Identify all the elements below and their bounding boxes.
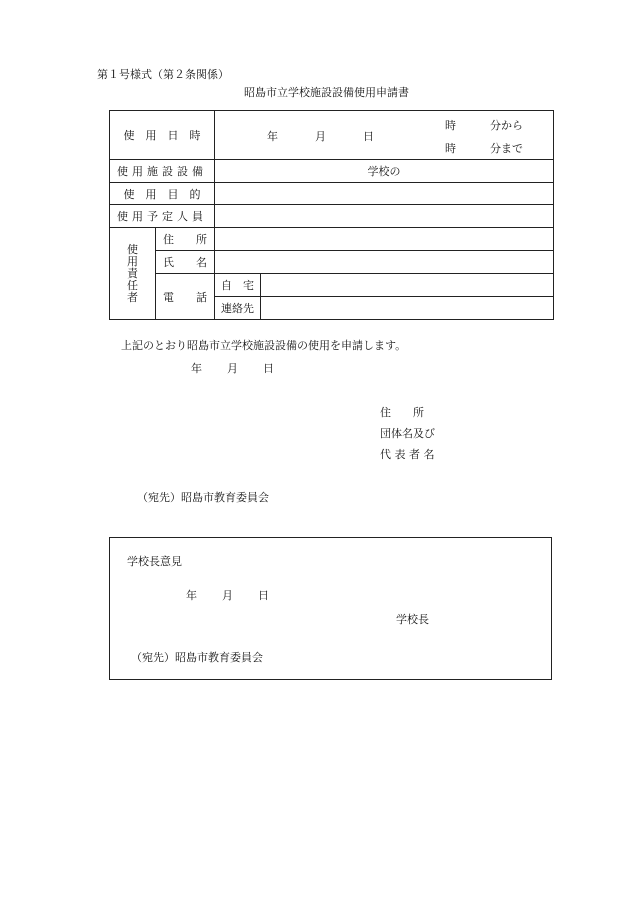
opinion-addressee: （宛先）昭島市教育委員会	[131, 651, 263, 664]
usage-year-label: 年	[267, 130, 278, 143]
purpose-row	[110, 183, 554, 205]
hour-to-label: 時	[445, 142, 456, 155]
declaration-text: 上記のとおり昭島市立学校施設設備の使用を申請します。	[121, 339, 407, 352]
minute-to-label: 分まで	[490, 142, 523, 155]
address-value[interactable]	[215, 228, 554, 251]
hour-from-label: 時	[445, 119, 456, 132]
responsible-char-4: 任	[127, 278, 138, 292]
responsible-char-2: 用	[127, 254, 138, 268]
address-row	[110, 228, 554, 251]
phone-home-row	[110, 274, 554, 297]
planned-users-label: 使用予定人員	[110, 205, 215, 228]
contact-label: 連絡先	[215, 297, 261, 320]
responsible-char-1: 使	[127, 242, 138, 256]
addressee: （宛先）昭島市教育委員会	[137, 491, 269, 504]
address-label: 住 所	[156, 228, 215, 251]
usage-datetime-label: 使 用 日 時	[110, 111, 215, 160]
applicant-address-label: 住 所	[380, 406, 424, 419]
home-phone-value[interactable]	[261, 274, 554, 297]
purpose-value[interactable]	[215, 183, 554, 205]
facility-value[interactable]: 学校の	[215, 160, 554, 183]
principal-opinion-box	[109, 537, 552, 680]
responsible-char-3: 責	[127, 266, 138, 280]
submission-month-label: 月	[227, 362, 238, 375]
purpose-label: 使 用 目 的	[110, 183, 215, 205]
applicant-representative-label: 代 表 者 名	[380, 448, 435, 461]
name-value[interactable]	[215, 251, 554, 274]
planned-users-row	[110, 205, 554, 228]
submission-day-label: 日	[263, 362, 274, 375]
contact-phone-value[interactable]	[261, 297, 554, 320]
application-table	[109, 110, 554, 320]
document-title: 昭島市立学校施設設備使用申請書	[244, 86, 409, 99]
principal-opinion-heading: 学校長意見	[127, 555, 182, 568]
responsible-person-label	[110, 228, 156, 320]
home-label: 自 宅	[215, 274, 261, 297]
opinion-month-label: 月	[222, 589, 233, 602]
name-row	[110, 251, 554, 274]
minute-from-label: 分から	[490, 119, 523, 132]
usage-datetime-row	[110, 111, 554, 160]
opinion-year-label: 年	[186, 589, 197, 602]
usage-day-label: 日	[363, 130, 374, 143]
phone-label: 電 話	[156, 274, 215, 320]
planned-users-value[interactable]	[215, 205, 554, 228]
usage-datetime-value[interactable]	[215, 111, 554, 160]
facility-row	[110, 160, 554, 183]
name-label: 氏 名	[156, 251, 215, 274]
applicant-org-label: 団体名及び	[380, 427, 435, 440]
opinion-day-label: 日	[258, 589, 269, 602]
form-number: 第１号様式（第２条関係）	[97, 68, 229, 81]
facility-label: 使用施設設備	[110, 160, 215, 183]
responsible-char-5: 者	[127, 290, 138, 304]
submission-year-label: 年	[191, 362, 202, 375]
principal-label: 学校長	[396, 613, 429, 626]
usage-month-label: 月	[315, 130, 326, 143]
